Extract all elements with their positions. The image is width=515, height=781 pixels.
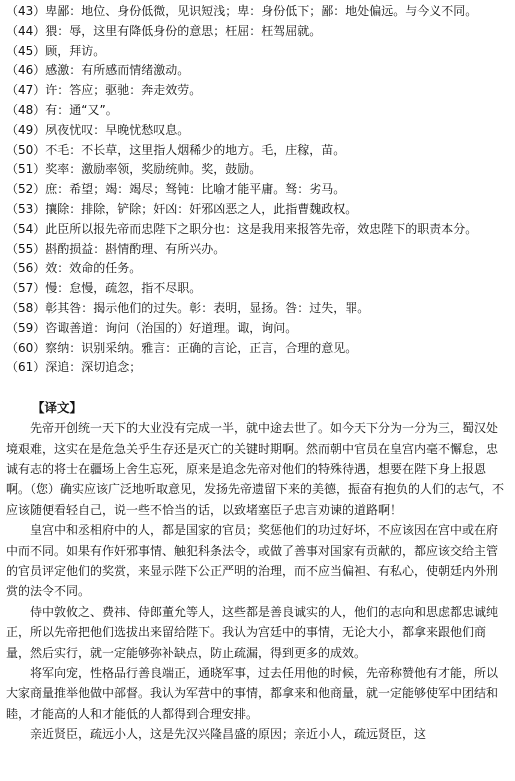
annotation-item	[6, 279, 507, 299]
annotation-text: 斟酌损益：斟情酌理、有所兴办。	[45, 241, 226, 256]
annotation-text: 攘除：排除，铲除；奸凶：奸邪凶恶之人，此指曹魏政权。	[45, 201, 358, 216]
annotation-number: （58）	[6, 300, 46, 315]
paragraph: 皇宫中和丞相府中的人，都是国家的官员；奖惩他们的功过好坏，不应该因在宫中或在府中而不同。如果有作奸邪事情、触犯科条法令，或做了善事对国家有贡献的，都应该交给主管的官员评定他们的奖赏，来显示陛下公正严明的治理，而不应当偏袒、有私心，使朝廷内外刑赏的法令不同。	[6, 523, 499, 599]
annotation-text: 有：通“又”。	[45, 102, 118, 117]
annotation-text: 察纳：识别采纳。雅言：正确的言论，正言，合理的意见。	[45, 340, 358, 355]
annotation-item	[6, 240, 507, 260]
annotation-text: 卑鄙：地位、身份低微，见识短浅；卑：身份低下；鄙：地处偏远。与今义不同。	[45, 4, 478, 18]
annotation-text: 不毛：不长草，这里指人烟稀少的地方。毛，庄稼，苗。	[45, 142, 346, 157]
annotation-item	[6, 319, 507, 339]
annotation-text: 深追：深切追念；	[45, 360, 142, 375]
annotation-text: 感激：有所感而情绪激动。	[45, 63, 190, 78]
annotation-item	[6, 200, 507, 220]
section-spacer	[6, 378, 507, 398]
annotation-item	[6, 81, 507, 101]
annotation-item	[6, 61, 507, 81]
translation-body	[6, 418, 507, 745]
annotation-number: （46）	[6, 63, 46, 78]
paragraph: 将军向宠，性格品行善良端正，通晓军事，过去任用他的时候，先帝称赞他有才能，所以大家商量推举他做中部督。我认为军营中的事情，都拿来和他商量，就一定能够使军中团结和睦，才能高的人和才能低的人都得到合理安排。	[6, 666, 499, 721]
annotation-item	[6, 259, 507, 279]
annotation-number: （61）	[6, 360, 46, 375]
annotation-item	[6, 299, 507, 319]
section-heading: 【译文】	[32, 400, 83, 416]
annotation-text: 猥：辱，这里有降低身份的意思；枉屈：枉驾屈就。	[45, 23, 322, 38]
annotation-text: 奖率：激励率领，奖励统帅。奖，鼓励。	[45, 162, 262, 177]
annotation-text: 此臣所以报先帝而忠陛下之职分也：这是我用来报答先帝，效忠陛下的职责本分。	[45, 221, 478, 236]
paragraph: 先帝开创统一天下的大业没有完成一半，就中途去世了。如今天下分为一分为三，蜀汉处境艰难，这实在是危急关乎生存还是灭亡的关键时期啊。然而朝中官员在皇宫内毫不懈怠，忠诚有志的将士在疆场上舍生忘死，原来是追念先帝对他们的特殊待遇，想要在陛下身上报恩啊。（您）确实应该广泛地听取意见，发扬先帝遗留下来的美德，振奋有抱负的人们的志气，不应该随便看轻自己，说一些不恰当的话，以致堵塞臣子忠言劝谏的道路啊！	[6, 421, 505, 517]
annotation-text: 彰其咎：揭示他们的过失。彰：表明，显扬。咎：过失，罪。	[45, 300, 370, 315]
annotation-item	[6, 42, 507, 62]
annotation-item	[6, 358, 507, 378]
annotation-item	[6, 220, 507, 240]
annotation-text: 顾，拜访。	[45, 43, 106, 58]
annotation-item	[6, 141, 507, 161]
paragraph: 侍中敦攸之、费祎、侍郎董允等人，这些都是善良诚实的人，他们的志向和思虑都忠诚纯正，所以先帝把他们选拔出来留给陛下。我认为宫廷中的事情，无论大小，都拿来跟他们商量，然后实行，就一定能够弥补缺点，防止疏漏，得到更多的成效。	[6, 604, 499, 660]
annotation-text: 夙夜忧叹：早晚忧愁叹息。	[45, 122, 190, 137]
annotation-number: （47）	[6, 83, 46, 98]
annotation-list	[6, 2, 507, 378]
annotation-number: （56）	[6, 261, 46, 276]
annotation-item	[6, 101, 507, 121]
annotation-number: （53）	[6, 201, 46, 216]
annotation-item	[6, 160, 507, 180]
annotation-number: （60）	[6, 340, 46, 355]
annotation-item	[6, 22, 507, 42]
annotation-number: （59）	[6, 320, 46, 335]
annotation-number: （55）	[6, 241, 46, 256]
annotation-item	[6, 121, 507, 141]
annotation-text: 许：答应；驱驰：奔走效劳。	[45, 83, 202, 98]
annotation-item	[6, 339, 507, 359]
annotation-text: 咨诹善道：询问（治国的）好道理。诹，询问。	[45, 320, 298, 335]
annotation-number: （44）	[6, 23, 46, 38]
annotation-item	[6, 2, 507, 22]
annotation-text: 慢：怠慢，疏忽，指不尽职。	[45, 281, 202, 296]
annotation-number: （43）	[6, 4, 46, 18]
annotation-number: （52）	[6, 182, 46, 197]
annotation-number: （48）	[6, 102, 46, 117]
annotation-text: 效：效命的任务。	[45, 261, 142, 276]
annotation-number: （50）	[6, 142, 46, 157]
annotation-text: 庶：希望；竭：竭尽；驽钝：比喻才能平庸。驽：劣马。	[45, 182, 346, 197]
annotation-number: （49）	[6, 122, 46, 137]
annotation-item	[6, 180, 507, 200]
annotation-number: （51）	[6, 162, 46, 177]
annotation-number: （54）	[6, 221, 46, 236]
annotation-number: （45）	[6, 43, 46, 58]
annotation-number: （57）	[6, 281, 46, 296]
paragraph: 亲近贤臣，疏远小人，这是先汉兴隆昌盛的原因；亲近小人，疏远贤臣，这	[30, 727, 427, 742]
